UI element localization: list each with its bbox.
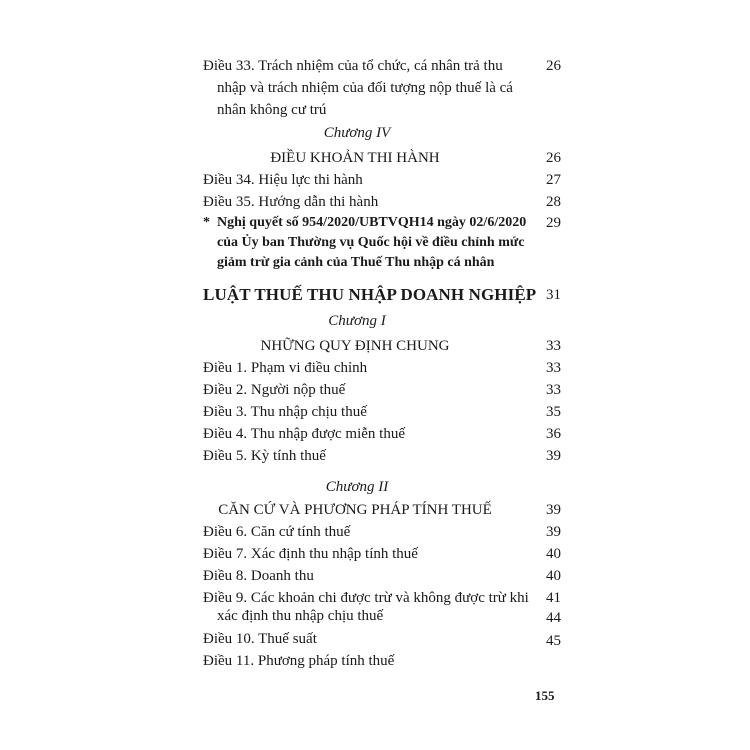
toc-page-chapter-i: 33: [546, 338, 561, 354]
toc-entry-dieu-34: Điều 34. Hiệu lực thi hành: [203, 172, 363, 188]
toc-entry-dieu-8: Điều 8. Doanh thu: [203, 568, 314, 584]
toc-page-dieu-2: 33: [546, 382, 561, 398]
toc-entry-dieu-9-line-2: xác định thu nhập chịu thuế: [217, 608, 384, 624]
section-heading-dieu-khoan-thi-hanh: ĐIỀU KHOẢN THI HÀNH: [270, 150, 440, 166]
note-line-1: Nghị quyết số 954/2020/UBTVQH14 ngày 02/6/2020: [217, 215, 527, 230]
toc-entry-dieu-3: Điều 3. Thu nhập chịu thuế: [203, 404, 367, 420]
toc-page-dieu-3: 35: [546, 404, 561, 420]
toc-page-dieu-10: 45: [546, 633, 561, 649]
toc-entry-dieu-33-line-3: nhân không cư trú: [217, 102, 327, 118]
toc-page-dieu-8: 40: [546, 568, 561, 584]
toc-page-dieu-1: 33: [546, 360, 561, 376]
toc-entry-dieu-1: Điều 1. Phạm vi điều chỉnh: [203, 360, 368, 376]
toc-page-dieu-7: 40: [546, 546, 561, 562]
toc-page-dieu-6: 39: [546, 524, 561, 540]
toc-entry-dieu-11: Điều 11. Phương pháp tính thuế: [203, 653, 395, 669]
toc-page-note: 29: [546, 215, 561, 231]
note-line-3: giảm trừ gia cảnh của Thuế Thu nhập cá nhân: [217, 255, 495, 270]
toc-page-dieu-9-a: 41: [546, 590, 561, 606]
chapter-iv-label: Chương IV: [323, 125, 391, 141]
toc-entry-dieu-4: Điều 4. Thu nhập được miễn thuế: [203, 426, 405, 442]
toc-entry-dieu-2: Điều 2. Người nộp thuế: [203, 382, 346, 398]
toc-entry-dieu-35: Điều 35. Hướng dẫn thi hành: [203, 194, 379, 210]
chapter-i-label: Chương I: [328, 313, 386, 329]
page-number: 155: [535, 688, 555, 703]
toc-page-dieu-khoan: 26: [546, 150, 561, 166]
toc-entry-dieu-33-line-2: nhập và trách nhiệm của đối tượng nộp thuế là cá: [217, 80, 513, 96]
toc-page-chapter-ii: 39: [546, 502, 561, 518]
toc-page-dieu-9-b: 44: [546, 610, 561, 626]
toc-page-dieu-5: 39: [546, 448, 561, 464]
note-marker: *: [203, 215, 210, 230]
section-heading-nhung-quy-dinh-chung: NHỮNG QUY ĐỊNH CHUNG: [260, 338, 450, 354]
toc-page-dieu-33: 26: [546, 58, 561, 74]
section-heading-can-cu: CĂN CỨ VÀ PHƯƠNG PHÁP TÍNH THUẾ: [218, 502, 492, 518]
note-line-2: của Ủy ban Thường vụ Quốc hội về điều chỉnh mức: [217, 235, 525, 250]
toc-page-dieu-35: 28: [546, 194, 561, 210]
toc-entry-dieu-5: Điều 5. Kỳ tính thuế: [203, 448, 326, 464]
chapter-ii-label: Chương II: [325, 479, 389, 495]
law-title: LUẬT THUẾ THU NHẬP DOANH NGHIỆP: [203, 285, 537, 304]
toc-entry-dieu-10: Điều 10. Thuế suất: [203, 631, 317, 647]
toc-page-dieu-34: 27: [546, 172, 561, 188]
toc-entry-dieu-7: Điều 7. Xác định thu nhập tính thuế: [203, 546, 418, 562]
toc-entry-dieu-6: Điều 6. Căn cứ tính thuế: [203, 524, 351, 540]
toc-page-dieu-4: 36: [546, 426, 561, 442]
toc-page-law: 31: [546, 287, 561, 303]
toc-entry-dieu-9-line-1: Điều 9. Các khoản chi được trừ và không được trừ khi: [203, 590, 529, 606]
toc-entry-dieu-33-line-1: Điều 33. Trách nhiệm của tổ chức, cá nhân trả thu: [203, 58, 503, 74]
